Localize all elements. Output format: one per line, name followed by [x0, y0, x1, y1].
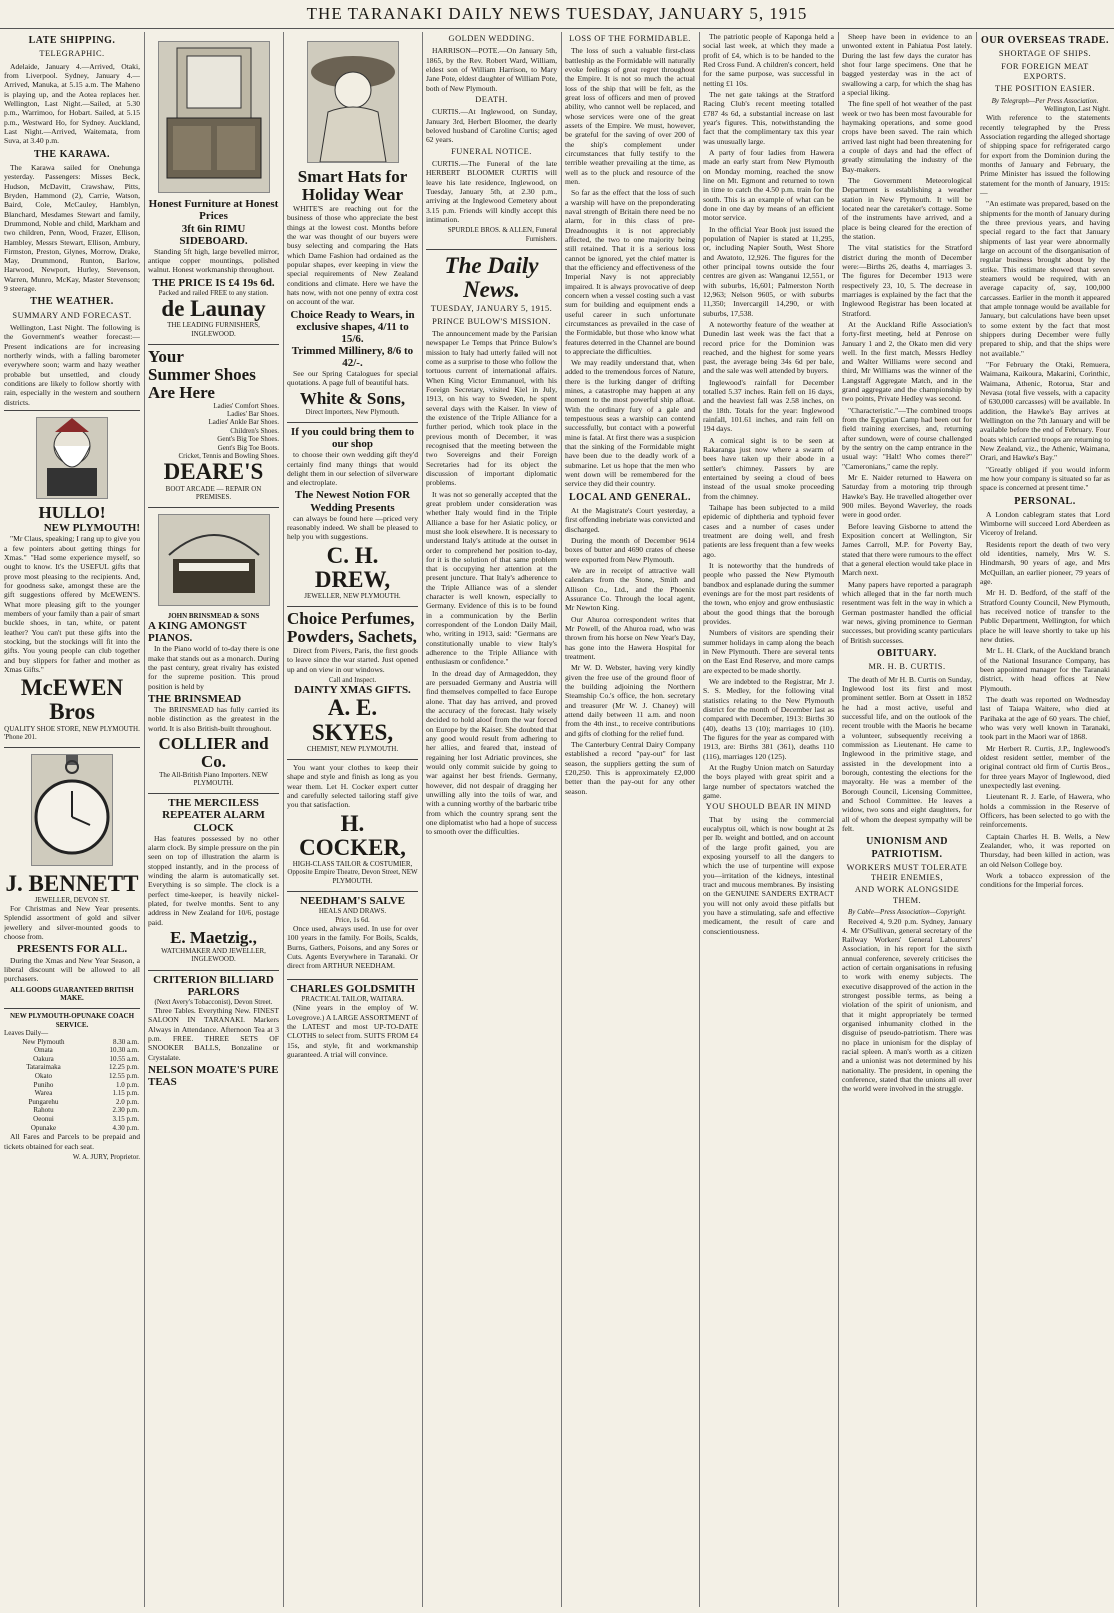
- timetable-cell: 12.55 p.m.: [109, 1071, 139, 1080]
- article-text: The announcement made by the Parisian newspaper Le Temps that Prince Bulow's mission to Italy had utterly failed will not come as a surprise to those who follow the tortuous current of international affairs. When King Victor Emmanuel, with his Foreign Secretary, visited Kiel in July, 1913, on his way to Sweden, he spent several days with the Kaiser. In view of the existence of the Triple Alliance for a further period, which took place in the previous month of December, it was recognised that the meeting between the two Sovereigns and their Foreign Secretaries had for its object the discussion of important diplomatic problems.: [426, 328, 557, 488]
- advert-text: Three Tables. Everything New. FINEST SALOON IN TARANAKI. Markers Always in Attendance. Afternoon Tea at 3 p.m. FREE. THREE SETS OF SNOOKER BALLS, Bonzaline or Crystalate.: [148, 1006, 279, 1062]
- timetable-cell: Oeonui: [33, 1114, 54, 1123]
- timetable-row: [4, 1046, 140, 1055]
- shoes-list-item: Gent's Big Toe Shoes.: [217, 435, 279, 444]
- coach-leaves: Leaves Daily—: [4, 1029, 49, 1038]
- section-heading: THE WEATHER.: [30, 296, 114, 308]
- article-text: Lieutenant R. J. Earle, of Hawera, who holds a commission in the Reserve of Officers, has been selected to go with the reinforcements.: [980, 792, 1110, 830]
- maetzig-name: E. Maetzig.,: [170, 927, 257, 947]
- section-subheading: PRINCE BULOW'S MISSION.: [432, 316, 551, 326]
- mcewen-phone: 'Phone 201.: [4, 732, 37, 741]
- column-4: [426, 32, 557, 1607]
- article-text: We may readily understand that, when added to the tremendous forces of Nature, there is the lurking danger of drifting mines, a catastrophe may happen at any moment to the most powerful ship afloat. With the ordinary fury of a gale and tempestuous seas a warship can contend successfully, but contact with a powerful mine is fatal. At first there was a suspicion that the sinking of the Formidable might have been due to the deadly work of a submarine. Let us hope that the men who went down will be remembered for the service they did their country.: [565, 358, 695, 489]
- column-7: [842, 32, 972, 1607]
- timetable-cell: Opunake: [30, 1123, 57, 1132]
- timetable-cell: 4.30 p.m.: [112, 1123, 139, 1132]
- drew-advert: [287, 422, 418, 603]
- article-text: At the Rugby Union match on Saturday the boys played with great spirit and a large number of spectators watched the game.: [703, 762, 834, 800]
- white-name: White & Sons,: [299, 388, 406, 408]
- timetable-cell: Okato: [34, 1071, 53, 1080]
- santa-claus-illustration: [36, 417, 108, 499]
- article-text: "Greatly obliged if you would inform me how your company is situated so far as space is concerned at present time.": [980, 464, 1110, 493]
- date-line: TUESDAY, JANUARY 5, 1915.: [430, 304, 553, 314]
- notion-heading: The Newest Notion FOR Wedding Presents: [294, 489, 411, 514]
- bennett-sub: JEWELLER, DEVON ST.: [34, 895, 110, 904]
- article-text: The patriotic people of Kaponga held a social last week, at which they made a profit of £4, which is to be handed to the Red Cross Fund. A children's concert, held for the same purpose, was successful in netting £1 10s.: [703, 32, 834, 88]
- column-3: [287, 32, 418, 1607]
- article-text: Taihape has been subjected to a mild epidemic of diphtheria and typhoid fever cases and a number of cases under treatment are doing well, and fresh patients are less frequent than a few weeks ago.: [703, 503, 834, 559]
- bring-heading: If you could bring them to our shop: [290, 425, 415, 451]
- article-text: Before leaving Gisborne to attend the Exposition concert at Wellington, Sir James Carroll, M.P. for Poverty Bay, stated that there were rumours to the effect that a general election would take place in March next.: [842, 521, 972, 578]
- price-sub: Packed and railed FREE to any station.: [158, 288, 269, 297]
- column-rule: [144, 32, 145, 1607]
- pocket-watch-illustration: [31, 754, 113, 866]
- cable-source: By Cable—Press Association—Copyright.: [847, 908, 967, 917]
- article-text: The net gate takings at the Stratford Racing Club's recent meeting totalled £787 4s 6d, a substantial increase on last year's figures. This, notwithstanding the fact that the complimentary tax this year was unusually large.: [703, 89, 834, 146]
- coach-proprietor: W. A. JURY, Proprietor.: [72, 1152, 140, 1161]
- shoes-list-item: Ladies' Ankle Bar Shoes.: [208, 418, 279, 427]
- advert-text: to choose their own wedding gift they'd certainly find many things that would delight them in our selection of silverware and electroplate.: [287, 450, 418, 488]
- hullo-heading: HULLO!: [38, 503, 106, 523]
- criterion-sub: (Next Avery's Tobacconist), Devon Street.: [154, 997, 273, 1006]
- criterion-heading: CRITERION BILLIARD PARLORS: [153, 973, 274, 998]
- launay-sub: THE LEADING FURNISHERS, INGLEWOOD.: [167, 321, 260, 338]
- timetable-cell: Rahotu: [33, 1106, 54, 1115]
- column-1: [4, 32, 140, 1607]
- article-text: The Government Meteorological Department is establishing a weather station in New Plymouth. It will be located near the caretaker's cottage. Some of the instruments have arrived, and a place is being cleared for the erection of the station.: [842, 175, 972, 241]
- article-text: We are indebted to the Registrar, Mr J. S. S. Medley, for the following vital statistics relating to the New Plymouth district for the month of December last as compared with December, 1913: Births 30 (40), deaths 13 (10); marriages 10 (10). The figures for the year as compared with 1913, are: Births 381 (361), deaths 110 (116), marriages 120 (125).: [703, 676, 834, 761]
- article-text: A noteworthy feature of the weather at Dunedin last week was the fact that a record price for the Dominion was reached, and the highest for some years past, the average being 34s 6d per bale, and the sale was well attended by buyers.: [703, 319, 834, 376]
- advert-text: During the Xmas and New Year Season, a liberal discount will be allowed to all purchasers.: [4, 955, 140, 984]
- sideboard-illustration: [158, 41, 270, 193]
- timetable-cell: Omata: [34, 1046, 53, 1055]
- undertaker-line: SPURDLE BROS. & ALLEN, Funeral Furnishers.: [447, 226, 557, 243]
- section-heading: UNIONISM AND PATRIOTISM.: [866, 836, 948, 860]
- article-text: Mr H. D. Bedford, of the staff of the Stratford County Council, New Plymouth, has received notice of transfer to the Public Department, Wellington, for which place he will leave shortly to take up his new duties.: [980, 588, 1110, 645]
- article-text: So far as the effect that the loss of such a warship will have on the preponderating naval strength of Britain there need be no alarm, for in this class of pre-Dreadnoughts it is not appreciably affected, the two to one majority being still retained. That it is a serious loss cannot be ignored, yet the chief matter is that the efficiency and effectiveness of the Imperial Navy is not appreciably impaired. It is always provocative of deep concern when a vessel costing such a vast sum for building and equipment ends a useful career in such unfortunate circumstances as prevailed in the case of the Formidable, but those who know what features deterred in the Channel are bound to appreciate the difficulties.: [565, 188, 695, 356]
- lady-in-hat-illustration: [307, 41, 399, 163]
- article-text: Many papers have reported a paragraph which alleged that in the far north much resentment was felt in the way in which a German postmaster handled the official war news, giving prominence to German successes, but providing scanty particulars of British successes.: [842, 579, 972, 645]
- coach-timetable: [4, 1038, 140, 1133]
- article-text: With reference to the statements recently telegraphed by the Press Association regarding the alleged shortage of shipping space for refrigerated cargo for export from the Dominion during the months of January and February, the Prime Minister has issued the following statement for the month of January, 1915:—: [980, 113, 1110, 198]
- timetable-row: [4, 1072, 140, 1081]
- article-text: Wellington, Last Night. The following is the Government's weather forecast:— Present indications are for increasing northerly winds, with a falling barometer everywhere soon; warm and hazy weather probable but unsettled, and cloudy conditions are likely to follow shortly with rain, especially in the western and southern districts.: [4, 323, 140, 407]
- piano-illustration: [158, 514, 270, 606]
- gifts-line: DAINTY XMAS GIFTS.: [294, 684, 411, 697]
- telegraph-source: By Telegraph—Per Press Association.: [991, 96, 1099, 105]
- coach-heading: NEW PLYMOUTH-OPUNAKE COACH SERVICE.: [9, 1012, 135, 1029]
- article-text: Work a tobacco expression of the conditions for the Imperial forces.: [980, 870, 1110, 890]
- timetable-row: [4, 1115, 140, 1124]
- article-text: In the official Year Book just issued the population of Napier is stated at 11,295, or, including Napier South, West Shore and Awatoto, 12,926. The figures for the other principal towns outside the four centres are given as: Wanganui 12,551, or with suburbs, 16,601; Palmerston North 12,963; Nelson 9605, or with suburbs 11,350; Invercargill 14,290, or with suburbs, 17,538.: [703, 224, 834, 318]
- section-subheading: LOSS OF THE FORMIDABLE.: [569, 34, 691, 43]
- furniture-sub: 3ft 6in RIMU SIDEBOARD.: [179, 222, 248, 247]
- timetable-cell: Warea: [34, 1089, 53, 1098]
- brinsmead-heading: THE BRINSMEAD: [148, 692, 242, 705]
- brinsmead-advert: [148, 507, 279, 790]
- column-rule: [422, 32, 423, 1607]
- column-rule: [838, 32, 839, 1607]
- timetable-row: [4, 1098, 140, 1107]
- shoes-list-item: Gent's Big Toe Boots.: [217, 443, 279, 452]
- deare-sub: BOOT ARCADE — REPAIR ON PREMISES.: [165, 484, 262, 501]
- section-subheading: MR. H. B. CURTIS.: [868, 662, 946, 672]
- article-text: Mr Herbert R. Curtis, J.P., Inglewood's oldest resident settler, member of the original contract old firm of Curtis Bros., for three years Mayor of Inglewood, died unexpectedly last evening.: [980, 743, 1110, 790]
- advert-text: See our Spring Catalogues for special quotations. A page full of beautiful hats.: [287, 369, 418, 388]
- article-text: "Characteristic."—The combined troops from the Egyptian Camp had been out for field training exercises, and, returning after sundown, were of course challenged by the sentry on the camp entrance in the usual way: "Halt! Who comes there?" "Cameronians," came the reply.: [842, 405, 972, 471]
- cocker-sub: HIGH-CLASS TAILOR & COSTUMIER, Opposite Empire Theatre, Devon Street, NEW PLYMOUTH.: [287, 860, 418, 885]
- column-6: [703, 32, 834, 1607]
- presents-heading: PRESENTS FOR ALL.: [16, 943, 128, 956]
- column-rule: [561, 32, 562, 1607]
- timetable-cell: 8.30 a.m.: [112, 1037, 139, 1046]
- section-subheading: SUMMARY AND FORECAST.: [12, 310, 132, 320]
- article-text: Sheep have been in evidence to an unwonted extent in Pahiatua Post lately. During the last few days the curator has shot four large specimens. One that he bagged yesterday was in the act of swallowing a carp, for which the shag has a special liking.: [842, 32, 972, 97]
- article-text: A London cablegram states that Lord Wimborne will succeed Lord Aberdeen as Viceroy of Ireland.: [980, 509, 1110, 538]
- column-8: [980, 32, 1110, 1607]
- article-text: It was not so generally accepted that the great problem under consideration was whether Italy would find in the Triple Alliance a base for her Asiatic policy, or must she look elsewhere. It is necessary to understand Italy's attitude at the outset in order to comprehend her position to-day, for it is the solution of that same problem that is occupying her attention at the present juncture. That Italy's adherence to the Triple Alliance was of a slender character is well known, especially to Germany. Evidence of this is to be found in a communication by the Berlin correspondent of the London Daily Mail, who, writing in 1913, said: "Germans are constitutionally unable to view Italy's adherence to the Triple Alliance with enthusiasm or confidence.": [426, 489, 557, 667]
- timetable-row: [4, 1081, 140, 1090]
- article-text: That by using the commercial eucalyptus oil, which is now bought at 2s per lb. weight and bottled, and on account of the large profit gained, you are exposing yourself to all the dangers to which the use of turpentine will expose you—irritation of the kidneys, intestinal tract and mucous membranes. By insisting on the GENUINE SANDERS EXTRACT you will not only avoid these pitfalls but you have a stimulating, safe and effective medicament, the result of care and conscientiousness.: [703, 814, 834, 936]
- advert-text: can always be found here —priced very reasonably indeed. We shall be pleased to help you with suggestions.: [287, 513, 418, 542]
- cocker-name: H. COCKER,: [299, 810, 406, 860]
- advert-text: (Nine years in the employ of W. Lovegrove.) A LARGE ASSORTMENT of the LATEST and most UP-TO-DATE CLOTHS to select from. SUITS FROM £4 15s, and style, fit and workmanship guaranteed. A trial will convince.: [287, 1003, 418, 1059]
- timetable-row: [4, 1124, 140, 1133]
- timetable-cell: 1.15 p.m.: [112, 1089, 139, 1098]
- skyes-sub: CHEMIST, NEW PLYMOUTH.: [306, 744, 399, 753]
- article-text: "For February the Otaki, Remuera, Waimana, Kaikoura, Makarini, Corinthic, Waimana, Athenic, Rotorua, Star and Nevasa (total five vessels, with a capacity of 630,000 carcasses) will be available. In addition, the Hawke's Bay arrives at Wellington on the 7th January and will be available before the end of February. Four boats which carried troops are returning to New Zealand, viz., the Athenic, Waimana, Orari, and Hawke's Bay.": [980, 359, 1110, 463]
- timetable-row: [4, 1038, 140, 1047]
- article-text: In the dread day of Armageddon, they are persuaded Germany and Austria will find themselves compelled to face Europe alone. That day has arrived, and proved the accuracy of the forecast. Italy wisely decided to hold aloof from the war forced on Europe by the Kaiser. She doubted that any good would result from adhering to her allies, and feared that, instead of regaining her lost Adriatic provinces, she would only commit suicide by going to war against her best friends. Germany, however, did not despair of dragging her unwilling ally into the toils of war, and with a cunning worthy of the barbaric tribe from which the country sprang sent the one diplomatist who had a hope of success to smooth over the difficulties.: [426, 668, 557, 837]
- paper-title: The Daily News.: [426, 249, 557, 302]
- timetable-cell: New Plymouth: [22, 1037, 65, 1046]
- collier-name: COLLIER and Co.: [158, 733, 269, 771]
- hats-trim: Trimmed Millinery, 8/6 to 42/-.: [291, 344, 414, 369]
- goldsmith-sub: PRACTICAL TAILOR, WAITARA.: [301, 994, 404, 1003]
- section-heading: LATE SHIPPING.: [28, 35, 116, 46]
- article-text: The loss of such a valuable first-class battleship as the Formidable will naturally evoke feelings of great regret throughout the Empire. It is not so much the actual loss of the ship that will be felt, as the great loss of officers and men of proved ability, who cannot well be replaced, and whose services were one of the great assets of the Empire. We must, however, be grateful for the saving of over 200 of the ship's complement under circumstances that fully testify to the terrible weather prevailing at the time, as well as to the pluck and resource of the men.: [565, 46, 695, 186]
- article-text: Inglewood's rainfall for December totalled 5.37 inches. Rain fell on 16 days, and the heaviest fall was 2.58 inches, on the 18th. Totals for the year: Inglewood rainfall, 101.61 inches, and rain fell on 194 days.: [703, 377, 834, 434]
- section-subheading: SHORTAGE OF SHIPS.: [998, 49, 1092, 59]
- timetable-cell: Oakura: [33, 1054, 54, 1063]
- article-text: During the month of December 9614 boxes of butter and 4690 crates of cheese were exported from New Plymouth.: [565, 536, 695, 564]
- article-text: Adelaide, January 4.—Arrived, Otaki, from Liverpool. Sydney, January 4.—Arrived, Manuka, at 5.15 a.m. The Maheno is playing up, and the Aotea replaces her. Wellington, Last Night.—Sailed, at 5.30 p.m., Warrimoo, for Hobart. Sailed, at 5.15 p.m., Westward Ho, for Sydney. Auckland, Last Night.—Arrived, Waitemata, from Suva, at 3.40 p.m.: [4, 61, 140, 146]
- timetable-cell: 12.25 p.m.: [109, 1063, 139, 1072]
- drew-name: C. H. DREW,: [314, 542, 391, 592]
- king-heading: A KING AMONGST PIANOS.: [148, 620, 247, 645]
- dateline: Wellington, Last Night.: [1044, 105, 1110, 113]
- alarm-heading: THE MERCILESS REPEATER ALARM CLOCK: [162, 797, 265, 834]
- timetable-row: [4, 1106, 140, 1115]
- mcewen-name: McEWEN Bros: [20, 675, 124, 725]
- mcewen-sub: QUALITY SHOE STORE, NEW PLYMOUTH.: [4, 724, 140, 733]
- column-rule: [976, 32, 977, 1607]
- article-text: Received 4, 9.20 p.m. Sydney, January 4. Mr O'Sullivan, general secretary of the Railway Workers' General Labourers' Association, in his report for the sixth annual conference, severely criticises the action of certain organisations in refusing to work with enemy subjects. The executive disapproved of the action in the strongest possible terms, as being a violation of the spirit of unionism, and that it might appropriately be termed organised inhumanity clothed in the disguise of pseudo-patriotism. There was no place in unionism for the display of racial spleen. A man's worth as a citizen and a unionist was not determined by his nationality. The president, in opening the conference, stated that the unions all over the world were involved in the struggle.: [842, 916, 972, 1094]
- advert-text: Standing 5ft high, large bevelled mirror, antique copper mountings, polished walnut. Honest workmanship throughout.: [148, 246, 279, 275]
- needham-advert: [287, 891, 418, 976]
- article-text: Our Ahuroa correspondent writes that Mr Powell, of the Ahuroa road, who was thrown from his horse on New Year's Day, has gone into the Hawera Hospital for treatment.: [565, 614, 695, 661]
- salve-heading: NEEDHAM'S SALVE: [299, 895, 406, 908]
- shoes-list-item: Children's Shoes.: [230, 426, 279, 435]
- article-text: The death of Mr H. B. Curtis on Sunday, Inglewood lost its first and most prominent settler. Born at Ossett in 1852 he had a most active, useful and successful life, and on the outlook of the recent trouble with the Maoris he became a volunteer, subsequently receiving a commission as Lieutenant. He came to Inglewood in the primitive stage, and assisted in the development into a borough, contesting the elections for the mayoralty. He was a member of the Borough Council, Licensing Committee, and School Committee. He leaves a widow, two sons and eight daughters, for all of whom the deepest sympathy will be felt.: [842, 674, 972, 833]
- hats-advert: [287, 35, 418, 419]
- timetable-cell: 10.30 a.m.: [109, 1046, 139, 1055]
- column-2: [148, 32, 279, 1607]
- masthead: THE TARANAKI DAILY NEWS TUESDAY, JANUARY 5, 1915: [0, 0, 1114, 29]
- timetable-cell: Tataraimaka: [26, 1063, 61, 1072]
- timetable-cell: 1.0 p.m.: [116, 1080, 139, 1089]
- article-text: At the Magistrate's Court yesterday, a first offending inebriate was convicted and discharged.: [565, 506, 695, 534]
- skyes-name: A. E. SKYES,: [311, 695, 394, 745]
- timetable-cell: 10.55 a.m.: [109, 1054, 139, 1063]
- article-text: "An estimate was prepared, based on the shipments for the month of January during the three previous years, and having special regard to the fact that January shipments of last year were abnormally large on account of the disorganisation of regular business brought about by the strike. This estimate showed that seven steamers would be required, with an average capacity of, say, 100,000 carcasses. Earlier in the month it appeared that ample tonnage would be available for January, but calculations have been upset to some extent by the fact that most shippers during December were fully prepared to ship, and that the ships were not available.": [980, 199, 1110, 358]
- price-line: THE PRICE IS £4 19s 6d.: [152, 276, 275, 289]
- article-text: It is noteworthy that the hundreds of people who passed the New Plymouth bandbox and esplanade during the summer evenings are for the most part residents of the town, who enjoy and grow enthusiastic about the good things that the borough provides.: [703, 561, 834, 627]
- article-text: A party of four ladies from Hawera made an early start from New Plymouth on Monday morning, reached the snow line on Mt. Egmont and returned to town in time to catch the 4.50 p.m. train for the south. This is an example of what can be done in one day by means of an efficient motor service.: [703, 147, 834, 223]
- shoes-heading-2: Summer Shoes: [148, 364, 256, 384]
- article-text: Mr E. Naider returned to Hawera on Saturday from a motoring trip through Hawke's Bay. He travelled altogether over 900 miles. Beyond Waverley, the roads were in good order.: [842, 473, 972, 520]
- article-text: The Canterbury Central Dairy Company established a record "pay-out" for last season, the suppliers getting the sum of £20,250. This is approximately £2,000 better than the pay-out for any other season.: [565, 739, 695, 796]
- article-text: The death was reported on Wednesday last of Taiapa Waitere, who died at Parihaka at the age of 60 years. The chief, who was very well known in Taranaki, took part in the Maori war of 1868.: [980, 695, 1110, 742]
- article-text: Mr W. D. Webster, having very kindly given the free use of the ground floor of the building adjoining the Northern Steamship Co.'s office, the hon. secretary and treasurer (Mr W. J. Chaney) will attend daily between 11 a.m. and noon from the 4th inst., to receive contributions and gifts of clothing for the relief fund.: [565, 663, 695, 738]
- section-subheading: FOR FOREIGN MEAT EXPORTS.: [1001, 61, 1089, 81]
- white-sub: Direct Importers, New Plymouth.: [305, 407, 400, 416]
- launay-name: de Launay: [161, 296, 266, 322]
- shoes-list-item: Ladies' Comfort Shoes.: [213, 401, 279, 410]
- goldsmith-name: CHARLES GOLDSMITH: [290, 982, 415, 995]
- section-subheading: YOU SHOULD BEAR IN MIND: [705, 802, 832, 812]
- mcewen-advert: [4, 410, 140, 744]
- timetable-cell: 3.15 p.m.: [112, 1114, 139, 1123]
- deare-name: DEARE'S: [163, 459, 264, 485]
- notice-text: CURTIS.—At Inglewood, on Sunday, January 3rd, Herbert Bloomer, the dearly beloved husband of Caroline Curtis; aged 62 years.: [426, 107, 557, 145]
- timetable-cell: 2.30 p.m.: [112, 1106, 139, 1115]
- article-text: A comical sight is to be seen at Rakaranga just now where a swarm of bees have taken up their abode in a settler's chimney. Passers by are entertained by seeing a cloud of bees instead of the usual smoke proceeding from the chimney.: [703, 435, 834, 501]
- section-subheading: TELEGRAPHIC.: [39, 49, 105, 59]
- bennett-name: J. BENNETT: [5, 870, 139, 896]
- perfume-call: Call and Inspect.: [328, 676, 377, 684]
- section-subheading: AND WORK ALONGSIDE THEM.: [854, 885, 960, 905]
- section-subheading: GOLDEN WEDDING.: [448, 34, 535, 43]
- shoes-list-item: Cricket, Tennis and Bowling Shoes.: [178, 451, 279, 460]
- shoes-heading-1: Your: [148, 347, 184, 367]
- advert-text: You want your clothes to keep their shape and style and finish as long as you wear them. Let H. Cocker expert cutter and carefully selected tailoring staff give you that satisfaction.: [287, 763, 418, 810]
- advert-text: All Fares and Parcels to be prepaid and tickets obtained for each seat.: [4, 1132, 140, 1151]
- section-heading: OBITUARY.: [877, 648, 937, 659]
- advert-text: "Mr Claus, speaking; I rang up to give you a few pointers about getting things for Xmas." "Had some experience myself, so ought to know. It's the USEFUL gifts that prove most pleasing to the recipients. And, for goodness sake, amongst these are the gift suggestions offered by McEWEN'S. What more pleasing gift to the younger members of your family than a pair of smart buckle shoes, in tan, white, or patent leather? You can't put these gifts into the stocking, but the stockings will fit into the gifts. You young people can club together and buy slippers for father and mother as Xmas Gifts.": [4, 534, 140, 674]
- article-text: The vital statistics for the Stratford district during the month of December were:—Births 26, deaths 4, marriages 3. The figures for December 1913 were respectively 23, 10, 5. The decrease in marriages is explained by the fact that the Inglewood Registrar has been located at Stratford.: [842, 243, 972, 318]
- article-text: The fine spell of hot weather of the past week or two has been most favourable for haymaking operations, and some good crops have been saved. The rain which arrived last night had been threatening for a couple of days and had the effect of greatly stimulating the industry of the Bay-makers.: [842, 99, 972, 174]
- shoes-heading-3: Are Here: [148, 382, 215, 402]
- drew-sub: JEWELLER, NEW PLYMOUTH.: [304, 591, 401, 600]
- perfume-heading: Choice Perfumes, Powders, Sachets,: [287, 609, 417, 647]
- shoes-advert: [148, 344, 279, 504]
- salve-price: Price, 1s 6d.: [335, 915, 370, 924]
- advert-text: In the Piano world of to-day there is one make that stands out as a monarch. During the past century, great rivalry has existed for the supreme position. This proud position is held by: [148, 644, 279, 691]
- bennett-advert: [4, 747, 140, 1005]
- coach-advert: [4, 1008, 140, 1164]
- column-5: [565, 32, 695, 1607]
- article-text: At the Auckland Rifle Association's forty-first meeting, held at Penrose on January 1 and 2, the Okato men did very well. In the first match, Messrs Hedley and Walter Williams were second and third, Mr Williams was the winner of the Langstaff Aggregate Match, and in the grand aggregate and the championship by two points, Private Hedley was second.: [842, 319, 972, 404]
- furniture-heading: Honest Furniture at Honest Prices: [148, 198, 279, 223]
- nelson-tea: NELSON MOATE'S PURE TEAS: [148, 1064, 279, 1089]
- column-rule: [283, 32, 284, 1607]
- column-rule: [699, 32, 700, 1607]
- maetzig-sub: WATCHMAKER AND JEWELLER, INGLEWOOD.: [161, 946, 266, 964]
- skyes-advert: [287, 606, 418, 756]
- notice-text: CURTIS.—The Funeral of the late HERBERT BLOOMER CURTIS will leave his late residence, Inglewood, on Tuesday, January 5th, at 2.30 p.m., arriving at the Inglewood Cemetery about 3.15 p.m. Friends will kindly accept this intimation.: [426, 158, 557, 224]
- section-subheading: THE POSITION EASIER.: [994, 84, 1096, 94]
- shoes-list: [148, 402, 279, 461]
- advert-text: WHITE'S are reaching out for the business of those who appreciate the best things at the lowest cost. Months before the war was thought of our buyers were busy selecting and comparing the Hats which Dame Fashion had ordained as the popular shapes, ever keeping in view the special requirements of New Zealand conditions and climate. Here we have the hats now, with not one penny of extra cost on account of the war.: [287, 204, 418, 307]
- article-text: The Karawa sailed for Onehunga yesterday. Passengers: Misses Beck, Hudson, McDavitt, Crawshaw, Pitts, Bryden, Hammond (2), Carrie, Watson, Baird, Cole, McCauley, Hamblyn, Blanchard, Mesdames Stewart and family, Drummond, Noble and child, Markham and two children, Penn, Wood, Frazer, Ellison, Hambley, Messrs Stewart, Ellison, Ambury, Firmston, Preston, Glynes, Morrow, Drake, May, Drummond, Runton, Barlow, Harwood, Newport, Hurley, Stevenson, Warren, Munro, McKay, Master Stevenson; 9 steerage.: [4, 162, 140, 294]
- alarm-advert: [148, 793, 279, 966]
- timetable-row: [4, 1063, 140, 1072]
- salve-sub: HEALS AND DRAWS.: [318, 907, 387, 916]
- guarantee-line: ALL GOODS GUARANTEED BRITISH MAKE.: [10, 985, 134, 1002]
- article-text: Mr L. H. Clark, of the Auckland branch of the National Insurance Company, has been appointed manager for the Taranaki district, with head offices at New Plymouth.: [980, 646, 1110, 693]
- section-subheading: DEATH.: [475, 94, 508, 104]
- timetable-cell: 2.0 p.m.: [116, 1097, 139, 1106]
- cocker-advert: [287, 759, 418, 888]
- brinsmead-logo: JOHN BRINSMEAD & SONS: [167, 611, 260, 620]
- article-text: Captain Charles H. B. Wells, a New Zealander, who, it was reported on Thursday, had been killed in action, was an old Nelson College boy.: [980, 831, 1110, 869]
- collier-sub: The All-British Piano Importers. NEW PLYMOUTH.: [159, 770, 268, 787]
- advert-text: Once used, always used. In use for over 100 years in the family. For Boils, Scalds, Burns, Gathers, Poisons, and any Sores or Cuts. Agents Everywhere in Taranaki. Or direct from ARTHUR NEEDHAM.: [287, 924, 418, 971]
- timetable-cell: Pungarehu: [28, 1097, 59, 1106]
- advert-text: Has features possessed by no other alarm clock. By simple pressure on the pin seen on top of illustration the alarm is stopped instantly, and in the process of winding the alarm is automatically set. Everything is so simple. The clock is a perfect time-keeper, is heavily nickel-plated, for twelve months. Sent to any address in New Zealand for 10/6, postage paid.: [148, 833, 279, 927]
- section-heading: LOCAL AND GENERAL.: [568, 491, 692, 503]
- article-text: Residents report the death of two very old identities, namely, Mrs W. S. Hindmarsh, 90 years of age, and Mrs McQuillan, an earlier pioneer, 79 years of age.: [980, 539, 1110, 587]
- criterion-advert: [148, 970, 279, 1092]
- article-text: We are in receipt of attractive wall calendars from the Stone, Smith and Allison Co., Ltd., and the Phoenix Assurance Co. Through the local agent, Mr Newton King.: [565, 566, 695, 613]
- hullo-place: NEW PLYMOUTH!: [43, 522, 140, 535]
- hats-offer: Choice Ready to Wears, in exclusive shapes, 4/11 to 15/6.: [290, 308, 415, 345]
- article-text: Numbers of visitors are spending their summer holidays in camp along the beach in New Plymouth. There are several tents on the East End Reserve, and more camps are expected to be made shortly.: [703, 628, 834, 675]
- section-subheading: FUNERAL NOTICE.: [451, 146, 532, 156]
- hats-heading: Smart Hats for Holiday Wear: [297, 167, 408, 205]
- timetable-row: [4, 1055, 140, 1064]
- advert-text: The BRINSMEAD has fully carried its noble distinction as the greatest in the world. It is also British-built throughout.: [148, 704, 279, 733]
- section-heading: THE KARAWA.: [33, 148, 111, 160]
- section-heading: OUR OVERSEAS TRADE.: [981, 35, 1109, 46]
- advert-text: For Christmas and New Year presents. Splendid assortment of gold and silver jewellery and silver-mounted goods to choose from.: [4, 904, 140, 942]
- furniture-advert: [148, 35, 279, 341]
- advert-text: Direct from Pivers, Paris, the first goods to leave since the war started. Just opened up and on view in our windows.: [287, 646, 418, 674]
- section-subheading: WORKERS MUST TOLERATE THEIR ENEMIES,: [846, 862, 968, 883]
- shoes-list-item: Ladies' Bar Shoes.: [226, 410, 279, 419]
- section-heading: PERSONAL.: [1014, 495, 1076, 507]
- timetable-cell: Puniho: [33, 1080, 54, 1089]
- notice-text: HARRISON—POTE.—On January 5th, 1865, by the Rev. Robert Ward, William, eldest son of William Harrison, to Mary Jane Pote, eldest daughter of William Pote, both of New Plymouth.: [426, 46, 557, 93]
- timetable-row: [4, 1089, 140, 1098]
- goldsmith-advert: [287, 979, 418, 1064]
